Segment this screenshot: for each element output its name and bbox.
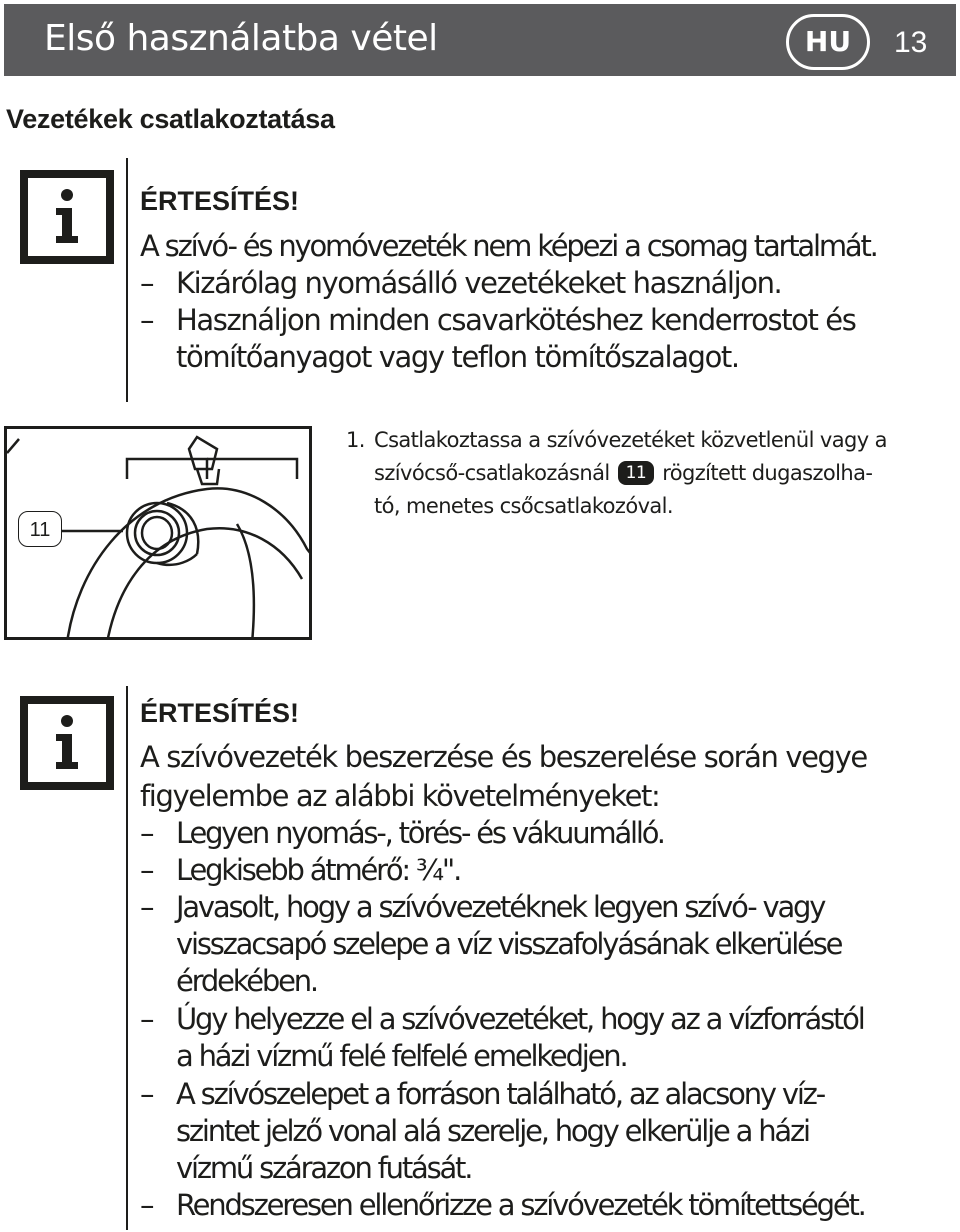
notice-heading: ÉRTESÍTÉS! — [140, 698, 300, 728]
notice-text: A szívóvezeték beszerzése és beszerelése során vegye — [140, 740, 867, 774]
chapter-title: Első használatba vétel — [44, 18, 438, 59]
notice-text: figyelembe az alábbi követelményeket: — [140, 779, 660, 813]
language-badge: HU — [786, 14, 870, 70]
notice-text: A szívó- és nyomóvezeték nem képezi a csomag tartalmát. — [140, 229, 877, 263]
part-number-badge: 11 — [618, 461, 654, 485]
info-icon — [20, 170, 114, 264]
step-text-line: szívócső-csatlakozásnál 11 rögzített dugaszolha- — [374, 461, 873, 485]
page-number: 13 — [894, 26, 928, 59]
notice-heading: ÉRTESÍTÉS! — [140, 186, 300, 216]
notice-divider — [126, 158, 128, 402]
step-text-line: tó, menetes csőcsatlakozóval. — [374, 494, 673, 518]
step-number: 1. — [346, 428, 365, 452]
info-icon — [20, 696, 114, 790]
notice-divider — [126, 686, 128, 1230]
step-text-line: Csatlakoztassa a szívóvezetéket közvetlenül vagy a — [374, 428, 887, 452]
figure-label: 11 — [18, 511, 62, 547]
page-header — [4, 4, 956, 76]
section-title: Vezetékek csatlakoztatása — [6, 104, 335, 134]
